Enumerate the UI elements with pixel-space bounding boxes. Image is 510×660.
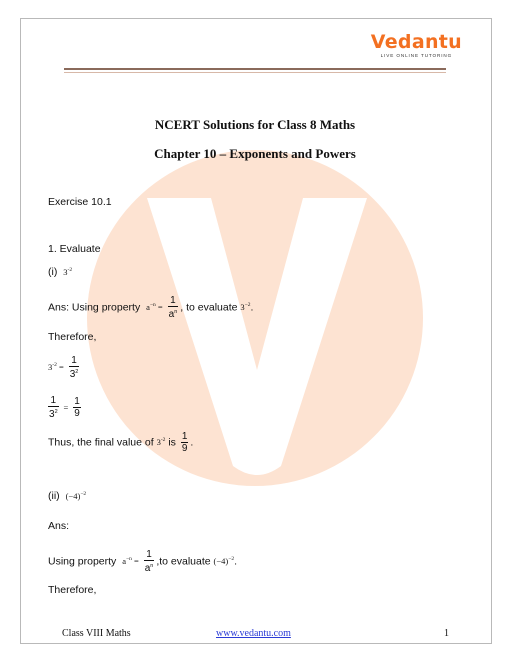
logo-wordmark: Vedantu: [370, 31, 462, 53]
part-i-expression: $3^{-2}$: [63, 267, 73, 277]
part-i-final: Thus, the final value of $3^{-2}$ is $\frac{1}{9}$ .: [48, 431, 194, 454]
exercise-heading: Exercise 10.1: [48, 196, 112, 208]
part-ii-expression: $(-4)^{-2}$: [65, 491, 87, 501]
vedantu-logo[interactable]: [371, 32, 462, 58]
property-formula: $a^{-n}$ =: [146, 302, 163, 313]
footer-class-label: Class VIII Maths: [62, 628, 131, 639]
header-rule: [64, 68, 446, 70]
part-i-heading: [48, 266, 72, 278]
part-ii-heading: [48, 490, 86, 502]
part-ii-answer: Using property $a^{-n}$ = $\frac{1}{a^n}$ ,to evaluate $(-4)^{-2}$.: [48, 549, 238, 574]
page-number: 1: [444, 628, 449, 639]
part-i-label: (i): [48, 266, 58, 278]
property-fraction: $\frac{1}{a^n}$: [144, 549, 154, 574]
property-formula: $a^{-n}$ =: [122, 556, 139, 567]
footer-website-link[interactable]: www.vedantu.com: [216, 628, 291, 639]
question-text: 1. Evaluate: [48, 243, 101, 255]
part-i-answer: Ans: Using property $a^{-n}$ = $\frac{1}{a^n}$ , to evaluate $3^{-2}$.: [48, 295, 254, 320]
part-i-therefore: Therefore,: [48, 331, 97, 343]
part-ii-label: (ii): [48, 490, 60, 502]
part-ii-eval-expression: $(-4)^{-2}$: [213, 556, 235, 567]
logo-tagline: LIVE ONLINE TUTORING: [380, 53, 453, 58]
part-i-step-2: $\frac{1}{3^2}$ = $\frac{1}{9}$: [49, 395, 80, 420]
document-title: NCERT Solutions for Class 8 Maths: [154, 117, 356, 132]
part-i-step-1: $3^{-2}$ = $\frac{1}{3^2}$: [48, 355, 79, 380]
property-fraction: $\frac{1}{a^n}$: [168, 295, 178, 320]
header-rule-thin: [64, 72, 446, 73]
part-i-eval-expression: $3^{-2}$: [240, 302, 251, 313]
chapter-title: Chapter 10 – Exponents and Powers: [154, 146, 356, 161]
part-ii-therefore: Therefore,: [48, 584, 97, 596]
part-ii-ans-label: Ans:: [48, 520, 70, 532]
